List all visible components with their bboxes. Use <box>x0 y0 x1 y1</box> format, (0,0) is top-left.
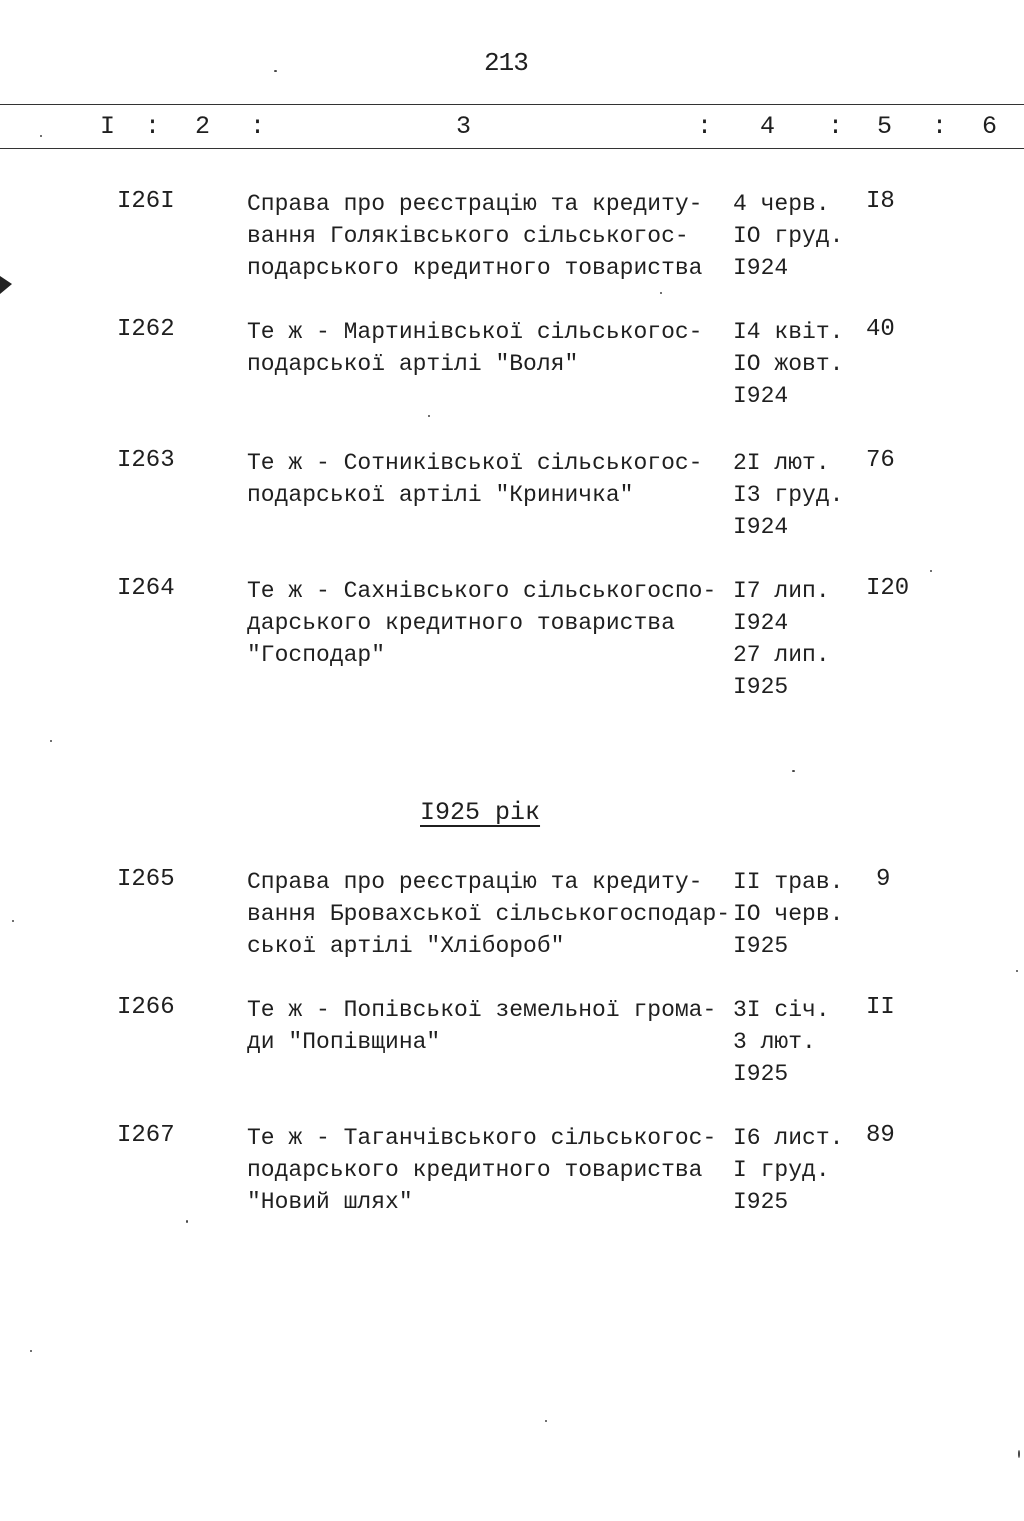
page-number: 213 <box>484 48 528 78</box>
column-header-1: I <box>100 112 116 141</box>
scan-speck <box>186 1220 188 1223</box>
record-dates: I4 квіт. IO жовт. I924 <box>733 319 844 409</box>
scan-speck <box>30 1350 32 1352</box>
scan-speck <box>660 292 662 294</box>
record-number: I263 <box>117 447 175 474</box>
record-title: Те ж - Попівської земельної грома- ди "Попівщина" <box>247 997 717 1055</box>
scan-speck <box>792 770 795 772</box>
record-dates: 4 черв. IO груд. I924 <box>733 191 844 281</box>
record-number: I266 <box>117 994 175 1021</box>
year-heading: I925 рік <box>420 798 541 827</box>
column-header-6: 6 <box>982 112 998 141</box>
record-sheets: 40 <box>866 316 895 343</box>
column-separator: : <box>697 112 713 141</box>
record-sheets: I8 <box>866 188 895 215</box>
record-dates: II трав. IO черв. I925 <box>733 869 844 959</box>
record-title: Те ж - Таганчівського сільськогос- подарського кредитного товариства "Новий шлях" <box>247 1125 717 1215</box>
record-title: Те ж - Сахнівського сільськогоспо- дарського кредитного товариства "Господар" <box>247 578 717 668</box>
scan-speck <box>40 135 42 137</box>
record-number: I264 <box>117 575 175 602</box>
record-sheets: II <box>866 994 895 1021</box>
scan-speck <box>1016 970 1018 972</box>
column-header-4: 4 <box>760 112 776 141</box>
record-dates: I6 лист. I груд. I925 <box>733 1125 844 1215</box>
record-dates: 2I лют. I3 груд. I924 <box>733 450 844 540</box>
column-separator: : <box>932 112 948 141</box>
record-number: I262 <box>117 316 175 343</box>
scan-speck <box>274 70 277 72</box>
record-title: Справа про реєстрацію та кредиту- вання Голяківського сільськогос- подарського кредитного товариства <box>247 191 703 281</box>
record-title: Справа про реєстрацію та кредиту- вання Бровахської сільськогосподар- ської артілі "Хлібороб" <box>247 869 731 959</box>
scan-speck <box>1018 1450 1020 1458</box>
record-title: Те ж - Сотниківської сільськогос- подарської артілі "Криничка" <box>247 450 703 508</box>
record-sheets: 76 <box>866 447 895 474</box>
record-dates: 3I січ. 3 лют. I925 <box>733 997 830 1087</box>
binding-hole-mark <box>0 272 14 296</box>
record-sheets: I20 <box>866 575 910 602</box>
header-bottom-rule <box>0 148 1024 149</box>
record-sheets: 9 <box>876 866 891 893</box>
scan-speck <box>12 920 14 922</box>
record-number: I265 <box>117 866 175 893</box>
record-number: I26I <box>117 188 175 215</box>
column-header-5: 5 <box>877 112 893 141</box>
record-number: I267 <box>117 1122 175 1149</box>
column-separator: : <box>828 112 844 141</box>
column-separator: : <box>145 112 161 141</box>
scan-speck <box>428 415 430 417</box>
column-separator: : <box>250 112 266 141</box>
record-title: Те ж - Мартинівської сільськогос- подарської артілі "Воля" <box>247 319 703 377</box>
scan-speck <box>930 570 932 572</box>
column-header-3: 3 <box>456 112 472 141</box>
column-header-2: 2 <box>195 112 211 141</box>
record-dates: I7 лип. I924 27 лип. I925 <box>733 578 830 700</box>
header-top-rule <box>0 104 1024 105</box>
scan-speck <box>50 740 52 742</box>
record-sheets: 89 <box>866 1122 895 1149</box>
scan-speck <box>545 1420 547 1422</box>
